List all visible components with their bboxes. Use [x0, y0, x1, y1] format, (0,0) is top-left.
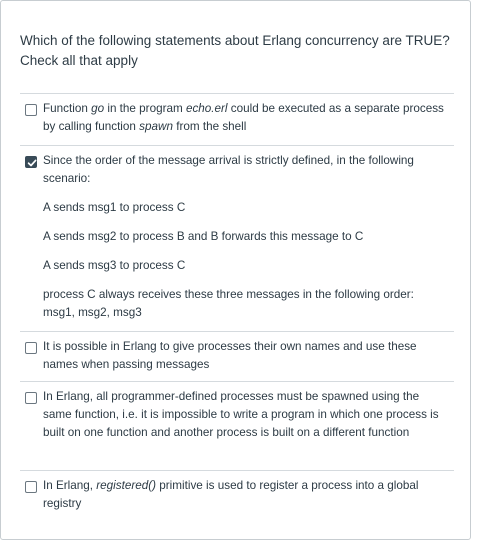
answer-checkbox-1[interactable]	[25, 104, 37, 116]
answer-checkbox-4[interactable]	[25, 392, 37, 404]
answer-1-text-d: from the shell	[172, 120, 247, 133]
answer-5-text-a: In Erlang,	[43, 479, 97, 492]
answer-option-1[interactable]	[20, 93, 454, 145]
answer-1-text-a: Function	[43, 102, 92, 115]
answer-checkbox-2[interactable]	[25, 156, 37, 168]
answer-option-2[interactable]	[20, 145, 454, 331]
answer-1-text-go: go	[91, 102, 105, 115]
answer-list	[20, 93, 454, 530]
answer-1-text-c: could be executed as a separate process by calling function	[43, 102, 444, 133]
answer-checkbox-5[interactable]	[25, 481, 37, 493]
scenario-line-2: A sends msg2 to process B and B forwards this message to C	[43, 230, 364, 243]
answer-option-3[interactable]	[20, 331, 454, 381]
answer-1-text-b: in the program	[104, 102, 186, 115]
answer-label-1	[43, 100, 448, 136]
answer-5-text-registered: registered()	[96, 479, 157, 492]
answer-1-text-spawn: spawn	[139, 120, 173, 133]
answer-option-4[interactable]	[20, 381, 454, 470]
answer-label-4: In Erlang, all programmer-defined processes must be spawned using the same function, i.e. it is impossible to write a program in which one process is built on one function and another process is built on a different function	[43, 390, 439, 439]
scenario-line-1: A sends msg1 to process C	[43, 201, 186, 214]
answer-option-5[interactable]	[20, 470, 454, 530]
answer-checkbox-3[interactable]	[25, 342, 37, 354]
answer-1-text-file: echo.erl	[185, 102, 228, 115]
answer-label-5	[43, 477, 448, 513]
answer-label-2: Since the order of the message arrival is strictly defined, in the following scenario:	[43, 154, 414, 185]
answer-5-text-b: primitive is used to register a process into a global registry	[43, 479, 419, 510]
question-text: Which of the following statements about Erlang concurrency are TRUE? Check all that apply	[20, 33, 450, 68]
checkmark-icon	[27, 158, 37, 168]
scenario-conclusion: process C always receives these three messages in the following order: msg1, msg2, msg3	[43, 288, 414, 319]
answer-label-3: It is possible in Erlang to give processes their own names and use these names when passing messages	[43, 340, 417, 371]
scenario-line-3: A sends msg3 to process C	[43, 259, 186, 272]
